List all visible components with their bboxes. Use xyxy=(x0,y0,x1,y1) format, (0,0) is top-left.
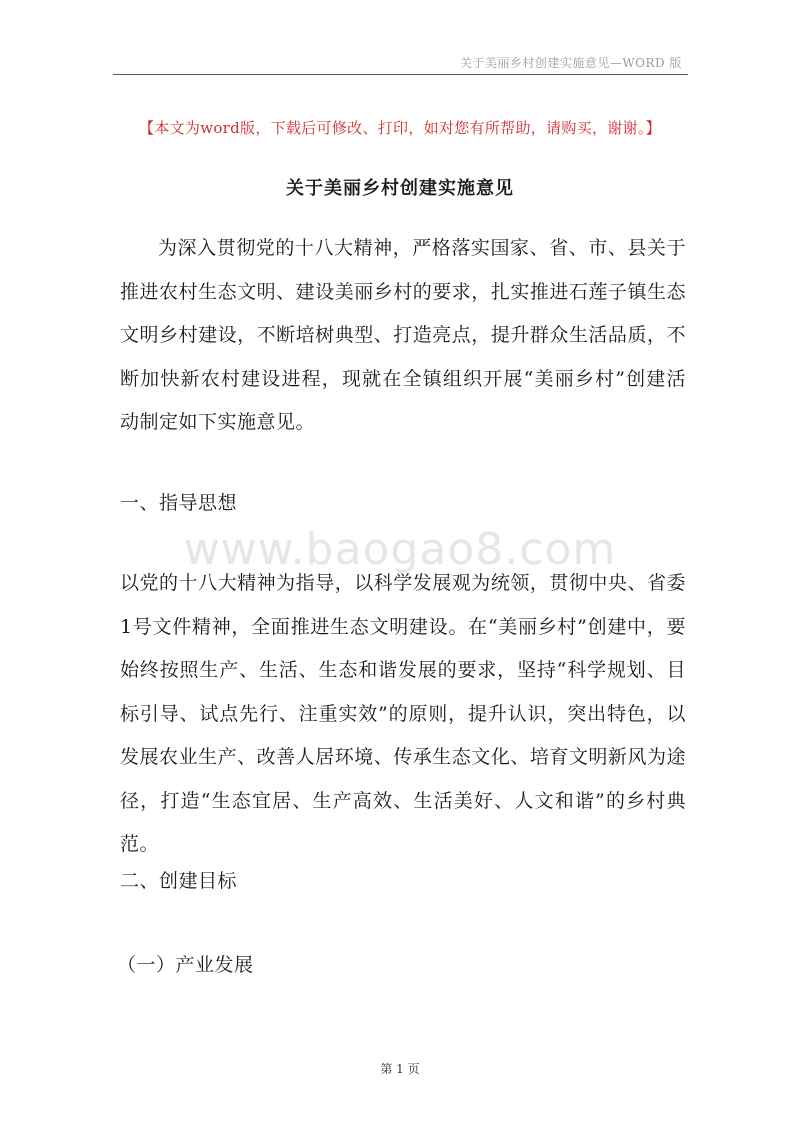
download-notice: 【本文为word版，下载后可修改、打印，如对您有所帮助，请购买，谢谢。】 xyxy=(139,119,661,137)
page-number: 第 1 页 xyxy=(380,1062,420,1076)
running-header: 关于美丽乡村创建实施意见—WORD 版 xyxy=(459,56,682,70)
section-heading-goals: 二、创建目标 xyxy=(120,870,238,892)
subsection-heading-industry: （一）产业发展 xyxy=(117,954,254,976)
watermark: www.baogao8.com xyxy=(183,524,617,575)
header-divider xyxy=(113,74,688,75)
section-heading-guiding-thought: 一、指导思想 xyxy=(120,492,238,514)
intro-paragraph: 为深入贯彻党的十八大精神，严格落实国家、省、市、县关于推进农村生态文明、建设美丽乡村的要求，扎实推进石莲子镇生态文明乡村建设，不断培树典型、打造亮点，提升群众生活品质，不断加快新农村建设进程，现就在全镇组织开展“美丽乡村”创建活动制定如下实施意见。 xyxy=(120,237,686,433)
document-title: 关于美丽乡村创建实施意见 xyxy=(286,178,514,199)
guiding-thought-paragraph: 以党的十八大精神为指导，以科学发展观为统领，贯彻中央、省委1号文件精神，全面推进生态文明建设。在“美丽乡村”创建中，要始终按照生产、生活、生态和谐发展的要求，坚持“科学规划、目标引导、试点先行、注重实效”的原则，提升认识，突出特色，以发展农业生产、改善人居环境、传承生态文化、培育文明新风为途径，打造“生态宜居、生产高效、生活美好、人文和谐”的乡村典范。 xyxy=(120,572,686,855)
